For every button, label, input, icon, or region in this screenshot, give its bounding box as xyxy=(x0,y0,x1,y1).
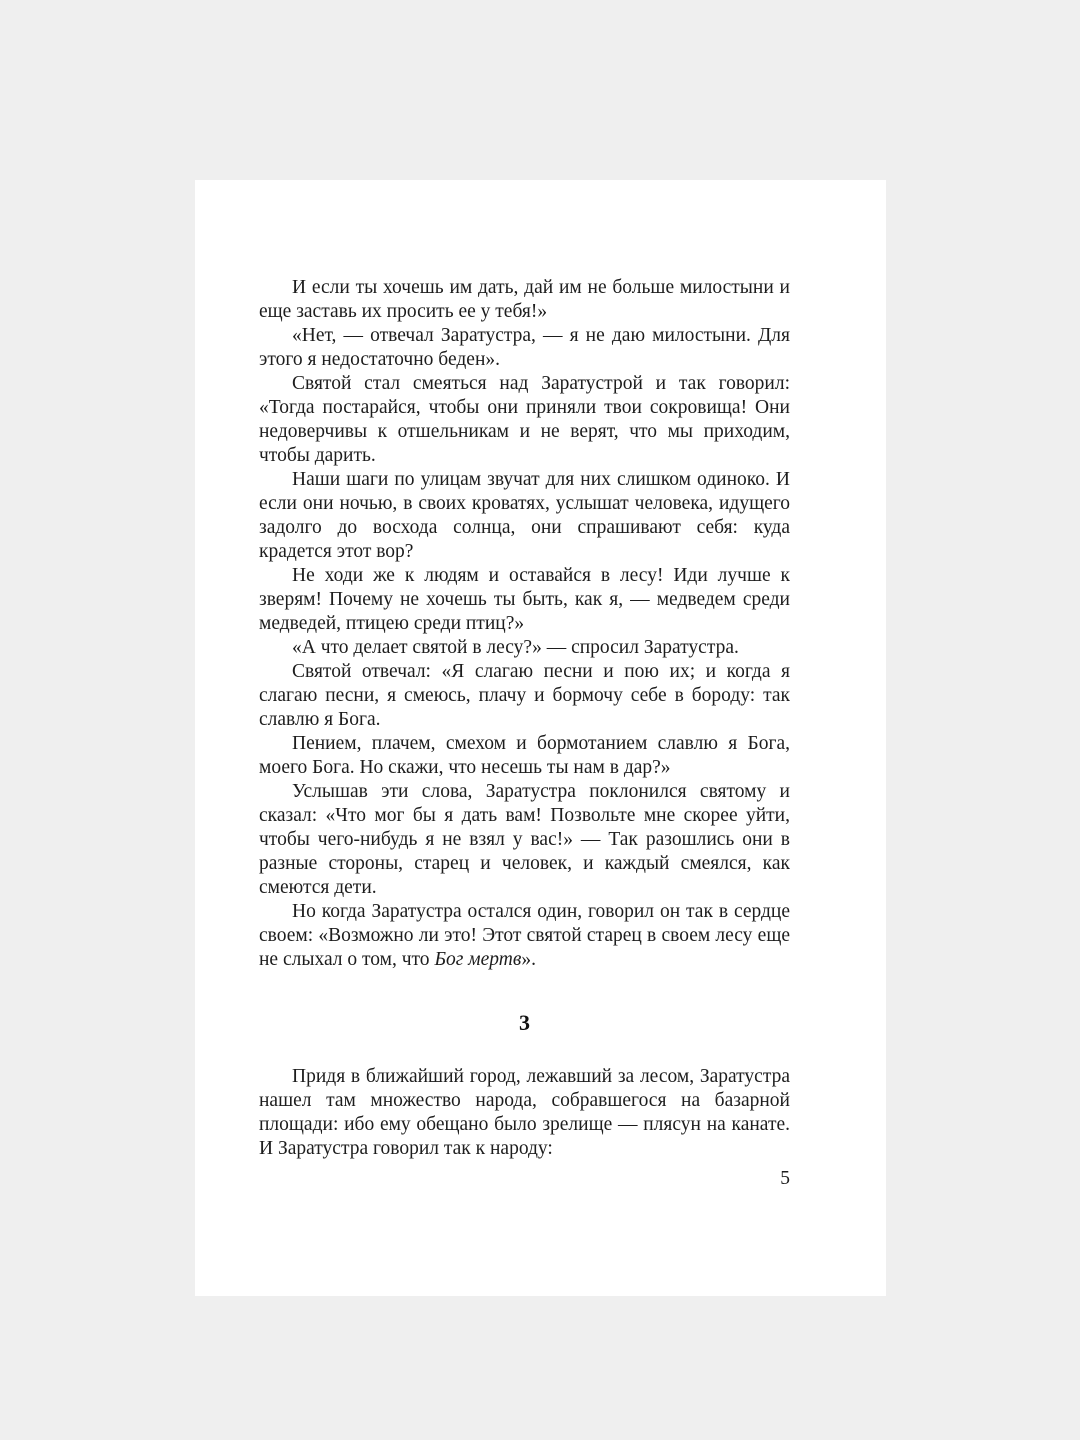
paragraph-text: Но когда Заратустра остался один, говорил он так в сердце своем: «Возможно ли это! Этот святой старец в своем лесу еще не слыхал о том, что xyxy=(259,901,790,970)
paragraph: Наши шаги по улицам звучат для них слишком одиноко. И если они ночью, в своих кроватях, услышат человека, идущего задолго до восхода солнца, они спрашивают себя: куда крадется этот вор? xyxy=(259,469,790,562)
italic-phrase: Бог мертв xyxy=(434,949,522,970)
paragraph: «А что делает святой в лесу?» — спросил Заратустра. xyxy=(292,637,739,658)
paragraph: Святой отвечал: «Я слагаю песни и пою их; и когда я слагаю песни, я смеюсь, плачу и бормочу себе в бороду: так славлю я Бога. xyxy=(259,661,790,730)
paragraph: Святой стал смеяться над Заратустрой и так говорил: «Тогда постарайся, чтобы они приняли твои сокровища! Они недоверчивы к отшельникам и не верят, что мы приходим, чтобы дарить. xyxy=(259,373,790,466)
paragraph: Услышав эти слова, Заратустра поклонился святому и сказал: «Что мог бы я дать вам! Позвольте мне скорее уйти, чтобы чего-нибудь я не взял у вас!» — Так разошлись они в разные стороны, старец и человек, и каждый смеялся, как смеются дети. xyxy=(259,781,790,898)
paragraph: «Нет, — отвечал Заратустра, — я не даю милостыни. Для этого я недостаточно беден». xyxy=(259,325,790,370)
page-body-text xyxy=(259,276,790,1161)
page-number: 5 xyxy=(780,1168,790,1189)
paragraph-text-end: ». xyxy=(521,949,536,970)
paragraph: Пением, плачем, смехом и бормотанием славлю я Бога, моего Бога. Но скажи, что несешь ты нам в дар?» xyxy=(259,733,790,778)
paragraph: Придя в ближайший город, лежавший за лесом, Заратустра нашел там множество народа, собравшегося на базарной площади: ибо ему обещано было зрелище — плясун на канате. И Заратустра говорил так к народу: xyxy=(259,1066,790,1159)
paragraph: Не ходи же к людям и оставайся в лесу! Иди лучше к зверям! Почему не хочешь ты быть, как я, — медведем среди медведей, птицею среди птиц?» xyxy=(259,565,790,634)
book-page xyxy=(195,180,886,1296)
chapter-number: 3 xyxy=(519,1010,530,1035)
paragraph: И если ты хочешь им дать, дай им не больше милостыни и еще заставь их просить ее у тебя!» xyxy=(259,277,790,322)
paragraph-god-is-dead xyxy=(259,900,790,972)
